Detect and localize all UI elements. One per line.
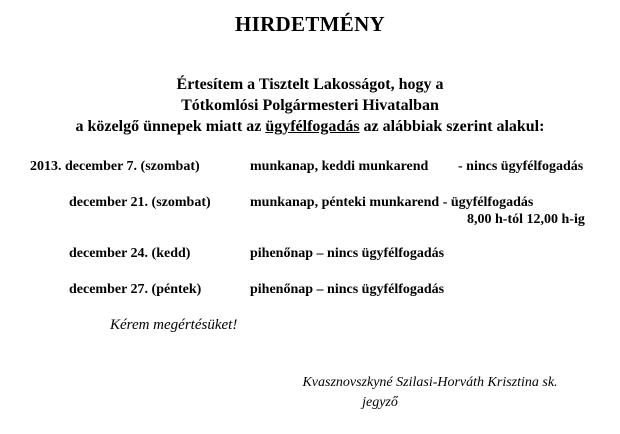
schedule-status-4: pihenőnap – nincs ügyfélfogadás xyxy=(250,282,445,297)
intro-line-3 xyxy=(0,118,620,136)
schedule-date-2: december 21. (szombat) xyxy=(69,195,211,210)
intro-line-3-start: a közelgő ünnepek miatt az xyxy=(75,118,266,135)
intro-underlined-word: ügyfélfogadás xyxy=(265,118,360,135)
schedule-date-1: 2013. december 7. (szombat) xyxy=(30,159,200,174)
schedule-hours-2: 8,00 h-tól 12,00 h-ig xyxy=(467,212,585,227)
schedule-status-1: munkanap, keddi munkarend xyxy=(250,159,429,174)
schedule-status-2: munkanap, pénteki munkarend - ügyfélfogadás xyxy=(250,195,534,210)
closing-text: Kérem megértésüket! xyxy=(110,317,238,333)
signature-role: jegyző xyxy=(362,395,398,410)
intro-line-3-end: az alábbiak szerint alakul: xyxy=(359,118,545,135)
signature-name: Kvasznovszkyné Szilasi-Horváth Krisztina sk. xyxy=(302,375,558,390)
schedule-status-3: pihenőnap – nincs ügyfélfogadás xyxy=(250,246,445,261)
intro-line-1: Értesítem a Tisztelt Lakosságot, hogy a xyxy=(176,76,444,93)
schedule-date-4: december 27. (péntek) xyxy=(69,282,202,297)
schedule-date-3: december 24. (kedd) xyxy=(69,246,191,261)
intro-line-2: Tótkomlósi Polgármesteri Hivatalban xyxy=(181,97,439,114)
document-title: HIRDETMÉNY xyxy=(234,12,385,36)
schedule-note-1: - nincs ügyfélfogadás xyxy=(458,159,584,174)
